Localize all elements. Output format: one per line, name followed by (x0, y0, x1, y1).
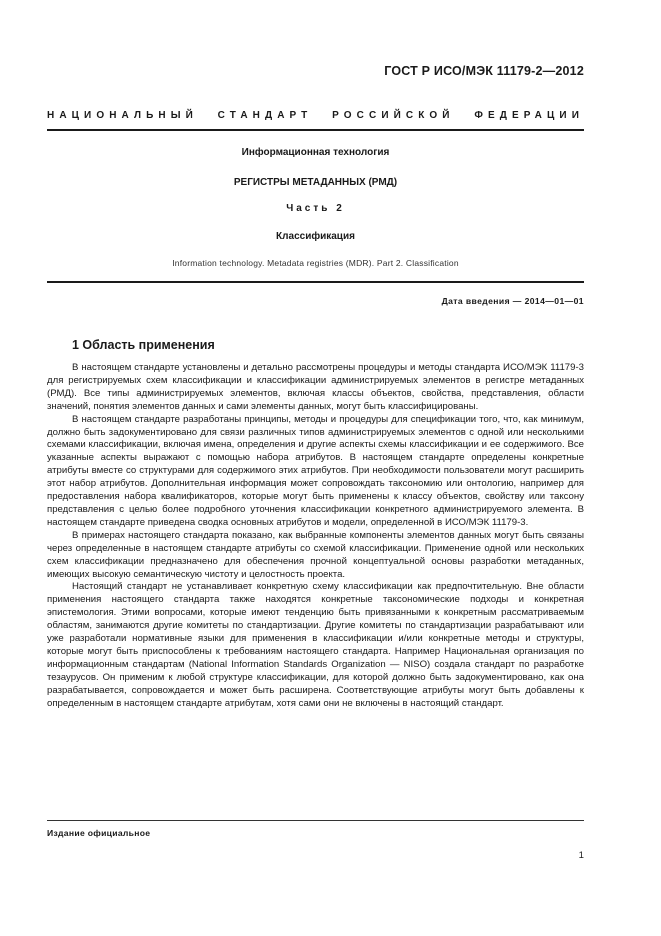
title-line-1: Информационная технология (241, 147, 390, 158)
english-title: Information technology. Metadata registries (MDR). Part 2. Classification (172, 258, 459, 268)
footer-divider (47, 820, 584, 821)
document-code: ГОСТ Р ИСО/МЭК 11179-2—2012 (384, 64, 584, 78)
paragraph: В настоящем стандарте установлены и детально рассмотрены процедуры и методы стандарта ИСО/МЭК 11179-3 для регистрируемых схем классификации и классификации администрируемых элементов в регистре метаданных (РМД). Все типы администрируемых элементов, включая классы объектов, свойства, представления, области значений, понятия элементов данных и сами элементы данных, могут быть классифицированы. (47, 362, 584, 412)
section-body (47, 362, 584, 710)
section-heading: 1 Область применения (72, 338, 215, 352)
edition-label: Издание официальное (47, 828, 151, 838)
national-standard-banner: НАЦИОНАЛЬНЫЙ СТАНДАРТ РОССИЙСКОЙ ФЕДЕРАЦИИ (47, 110, 584, 121)
paragraph: В примерах настоящего стандарта показано, как выбранные компоненты элементов данных могут быть связаны через определенные в настоящем стандарте атрибуты со схемой классификации. Применение одной или нескольких схем классификации предназначено для обеспечения прочной концептуальной основы разработки метаданных, имеющих высокую семантическую чистоту и целостность проекта. (47, 529, 584, 580)
document-page (47, 0, 584, 936)
paragraph: В настоящем стандарте разработаны принципы, методы и процедуры для спецификации того, что, как минимум, должно быть задокументировано для связи различных типов администрируемых элементов с одной или несколькими схемами классификации, включая имена, определения и другие аспекты схемы классификации и ее содержимого. Все указанные аспекты выражают с помощью набора атрибутов. В настоящем стандарте определены конкретные атрибуты вместе со структурами для содержимого этих атрибутов. При необходимости пользователи могут расширить этот набор атрибутов. Дополнительная информация может сопровождать таксономию или онтологию, например для предоставления набора квалификаторов, которые могут быть применены к классу объектов, свойству или таксону представления с целью более подробного уточнения классификации конкретного администрируемого элемента. В настоящем стандарте приведена сводка основных атрибутов и модели, определенной в ИСО/МЭК 11179-3. (47, 413, 584, 528)
top-divider (47, 129, 584, 131)
page-number: 1 (578, 850, 584, 861)
title-part: Часть 2 (286, 203, 345, 214)
paragraph: Настоящий стандарт не устанавливает конкретную схему классификации как предпочтительную. Вне области применения настоящего стандарта также находятся конкретные таксономические подходы и конкретная эпистемология. Этими вопросами, которые имеют тенденцию быть привязанными к конкретным рассматриваемым областям, занимаются другие комитеты по стандартизации. Другие комитеты по стандартизации разрабатывают или уже разработали нормативные языки для применения в классификации и/или конкретные методы и структуры, которые могут быть приспособлены к требованиям настоящего стандарта. Например Национальная организация по информационным стандартам (National Information Standards Organization — NISO) создала стандарт по разработке тезаурусов. Он применим к любой структуре классификации, для которой должно быть задокументировано, как она разрабатывается, сопровождается и может быть расширена. Соответствующие атрибуты могут быть добавлены к определенным в настоящем стандарте атрибутам, хотя сами они не включены в настоящий стандарт. (47, 581, 584, 709)
title-line-2: РЕГИСТРЫ МЕТАДАННЫХ (РМД) (233, 177, 398, 188)
title-divider (47, 281, 584, 283)
introduction-date: Дата введения — 2014—01—01 (441, 296, 584, 306)
title-line-4: Классификация (276, 231, 355, 242)
